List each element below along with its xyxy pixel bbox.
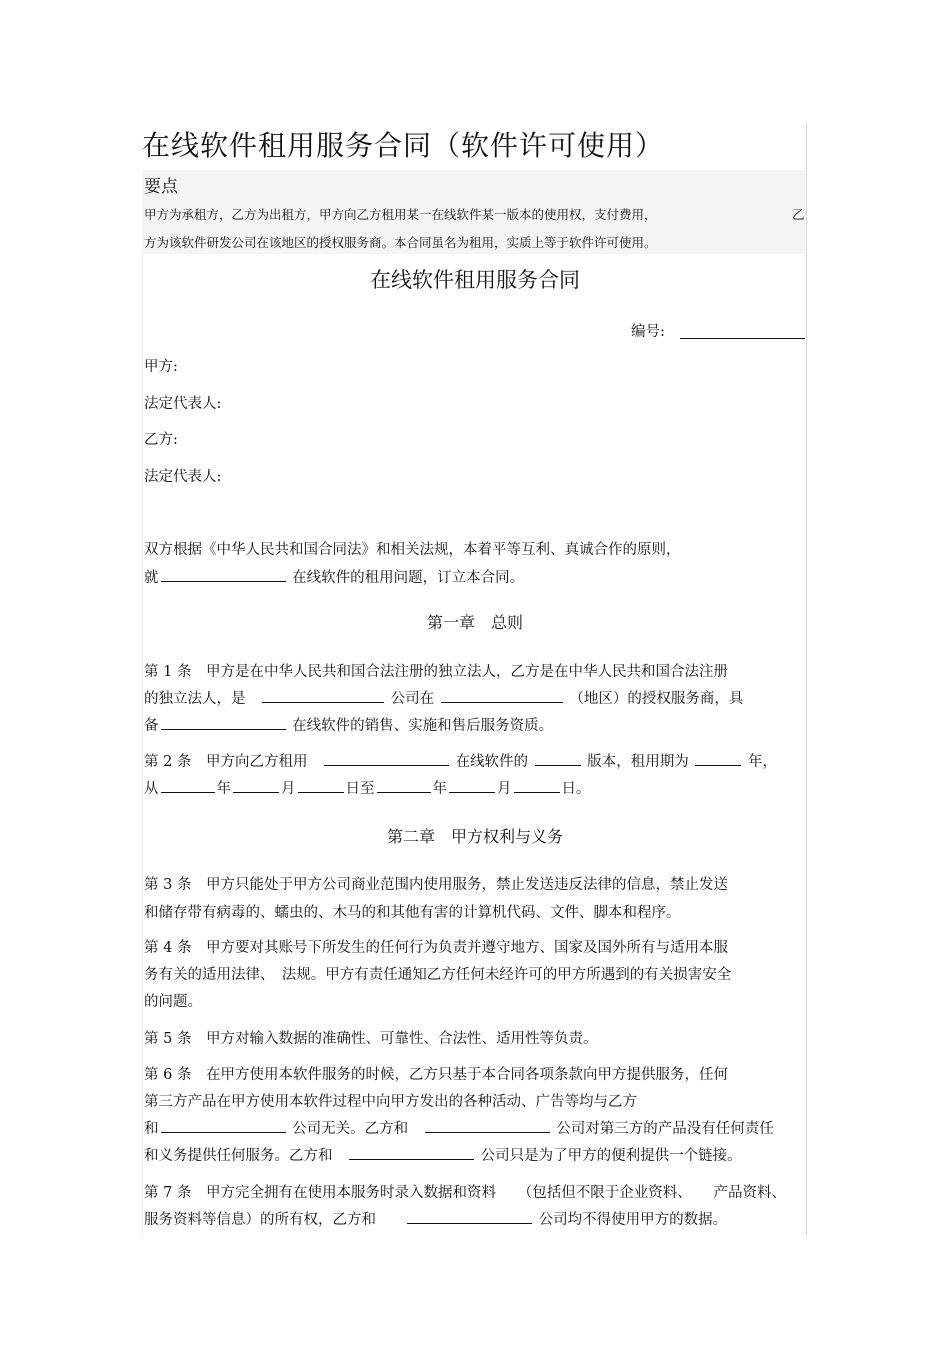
article-5-line-1: 第 5 条 甲方对输入数据的准确性、可靠性、合法性、适用性等负责。	[144, 1031, 598, 1047]
article-1-line-1: 第 1 条 甲方是在中华人民共和国合法注册的独立法人，乙方是在中华人民共和国合法注册	[144, 664, 728, 680]
article-6-text-d: 和义务提供任何服务。乙方和	[144, 1148, 333, 1164]
preamble-line-1: 双方根据《中华人民共和国合同法》和相关法规，本着平等互利、真诚合作的原则，	[144, 542, 681, 558]
article-2-line-1	[144, 750, 777, 771]
article-1-text-d: 备	[144, 718, 159, 734]
chapter-1-heading: 第一章 总则	[426, 613, 523, 632]
chapter-2-heading: 第二章 甲方权利与义务	[386, 827, 563, 846]
number-blank	[680, 338, 805, 339]
developer-company-blank	[262, 688, 384, 703]
page-left-border	[142, 252, 143, 1235]
article-1-text-e: 在线软件的销售、实施和售后服务资质。	[292, 718, 554, 734]
article-6-text-b: 公司无关。乙方和	[292, 1121, 409, 1137]
article-3-line-1: 第 3 条 甲方只能处于甲方公司商业范围内使用服务，禁止发送违反法律的信息，禁止发送	[144, 877, 728, 893]
article-4-line-3: 的问题。	[144, 994, 202, 1010]
preamble-text-b: 在线软件的租用问题，订立本合同。	[292, 570, 525, 586]
article-2-text-d: 年，	[748, 754, 777, 770]
summary-line-2: 方为该软件研发公司在该地区的授权服务商。本合同虽名为租用，实质上等于软件许可使用。	[144, 235, 657, 250]
end-month-blank	[449, 778, 495, 793]
article-7-text-a: 服务资料等信息）的所有权，乙方和	[144, 1212, 376, 1228]
software-blank-2	[161, 715, 286, 730]
article-2-text-k: 日。	[561, 781, 591, 797]
article-6-text-a: 和	[144, 1121, 159, 1137]
rent-software-blank	[324, 751, 449, 766]
article-2-text-a: 第 2 条 甲方向乙方租用	[144, 754, 308, 770]
article-1-text-a: 的独立法人，是	[144, 691, 246, 707]
party-b-rep-label: 法定代表人:	[144, 469, 222, 485]
article-1-text-c: （地区）的授权服务商，具	[569, 691, 744, 707]
summary-line-1: 甲方为承租方，乙方为出租方，甲方向乙方租用某一在线软件某一版本的使用权，支付费用，	[144, 207, 657, 222]
article-7-line-2	[144, 1208, 727, 1229]
article-6-line-2: 第三方产品在甲方使用本软件过程中向甲方发出的各种活动、广告等均与乙方	[144, 1094, 637, 1110]
article-1-line-3	[144, 714, 553, 735]
article-2-text-c: 版本，租用期为	[587, 754, 689, 770]
summary-heading: 要点	[144, 177, 178, 197]
party-a-rep-label: 法定代表人:	[144, 396, 222, 412]
article-2-text-j: 月	[497, 781, 512, 797]
document-title: 在线软件租用服务合同（软件许可使用）	[142, 129, 665, 162]
article-2-text-b: 在线软件的	[455, 754, 529, 770]
company-blank-2	[425, 1118, 550, 1133]
article-2-text-i: 年	[432, 781, 447, 797]
start-year-blank	[161, 778, 215, 793]
article-2-text-g: 月	[281, 781, 296, 797]
start-day-blank	[298, 778, 344, 793]
company-blank-1	[161, 1118, 286, 1133]
article-6-line-3	[144, 1117, 774, 1138]
article-2-text-e: 从	[144, 781, 159, 797]
article-2-text-f: 年	[216, 781, 231, 797]
article-6-text-c: 公司对第三方的产品没有任何责任	[556, 1121, 774, 1137]
end-year-blank	[377, 778, 431, 793]
article-6-text-e: 公司只是为了甲方的便利提供一个链接。	[480, 1148, 742, 1164]
article-4-line-1: 第 4 条 甲方要对其账号下所发生的任何行为负责并遵守地方、国家及国外所有与适用本服	[144, 940, 728, 956]
start-month-blank	[233, 778, 279, 793]
article-4-line-2: 务有关的适用法律、 法规。甲方有责任通知乙方任何未经许可的甲方所遇到的有关损害安全	[144, 967, 732, 983]
version-blank	[535, 751, 581, 766]
article-7-line-1: 第 7 条 甲方完全拥有在使用本服务时录入数据和资料 （包括但不限于企业资料、 产品资料、	[144, 1185, 786, 1201]
party-b-label: 乙方:	[144, 432, 178, 448]
article-7-text-b: 公司均不得使用甲方的数据。	[538, 1212, 728, 1228]
party-a-label: 甲方:	[144, 359, 178, 375]
article-1-text-b: 公司在	[390, 691, 435, 707]
article-3-line-2: 和储存带有病毒的、蠕虫的、木马的和其他有害的计算机代码、文件、脚本和程序。	[144, 905, 681, 921]
preamble-line-2	[144, 566, 524, 587]
company-blank-3	[349, 1145, 474, 1160]
region-blank	[441, 688, 563, 703]
article-6-line-1: 第 6 条 在甲方使用本软件服务的时候，乙方只基于本合同各项条款向甲方提供服务，任何	[144, 1067, 728, 1083]
preamble-text-a: 就	[144, 570, 159, 586]
article-2-text-h: 日至	[345, 781, 375, 797]
software-name-blank	[161, 567, 286, 582]
article-1-line-2	[144, 687, 743, 708]
article-6-line-4	[144, 1144, 742, 1165]
number-label: 编号:	[631, 324, 665, 340]
company-blank-4	[407, 1209, 532, 1224]
term-years-blank	[695, 751, 741, 766]
end-day-blank	[514, 778, 560, 793]
article-2-line-2	[144, 777, 591, 798]
contract-title: 在线软件租用服务合同	[370, 268, 580, 292]
summary-line-1-tail: 乙	[792, 207, 805, 222]
